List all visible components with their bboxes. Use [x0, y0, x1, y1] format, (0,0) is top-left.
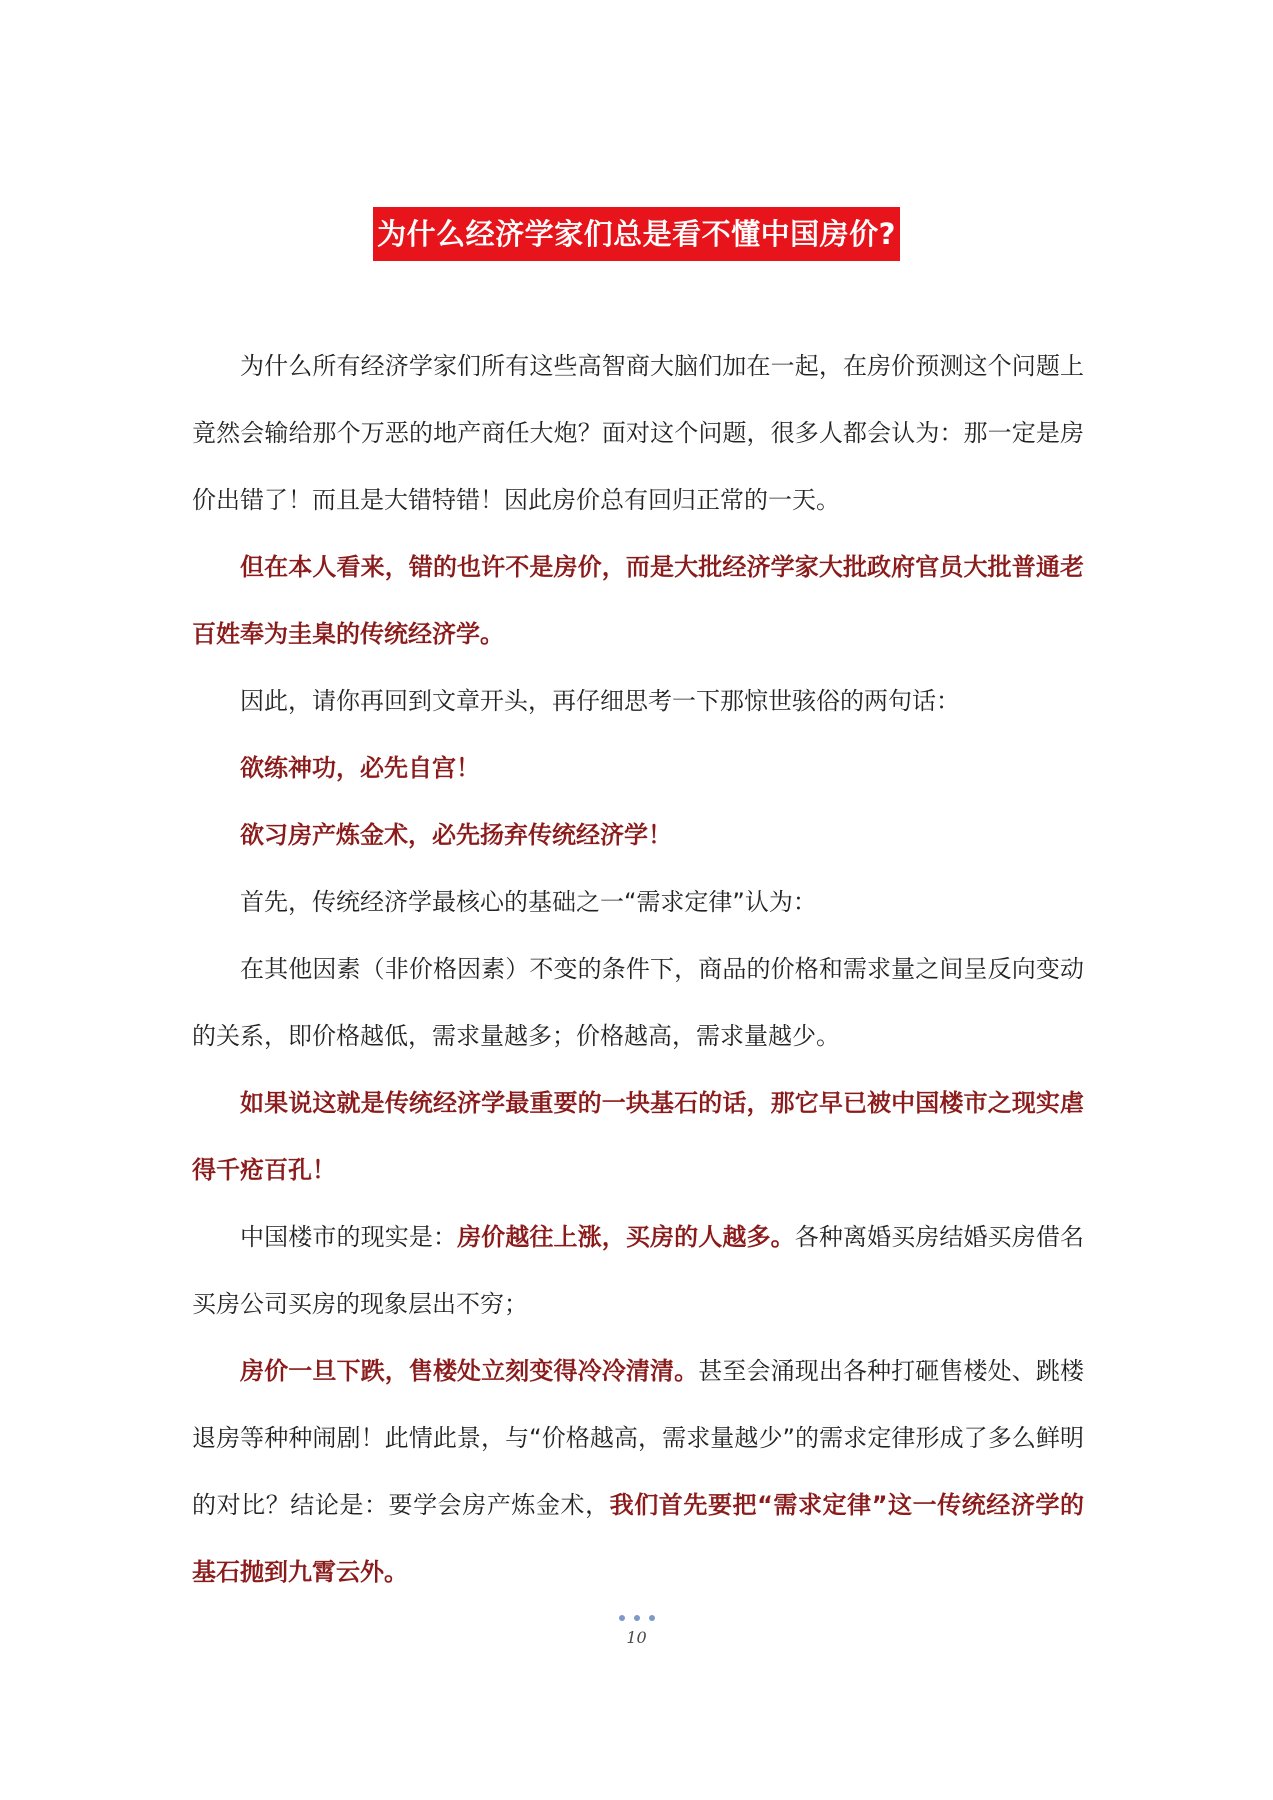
article-title: 为什么经济学家们总是看不懂中国房价? — [373, 207, 900, 261]
title-block — [0, 207, 1273, 261]
page-footer — [0, 1606, 1273, 1647]
paragraph — [192, 668, 1084, 735]
dot-icon — [649, 1615, 655, 1621]
paragraph — [192, 1338, 1084, 1606]
paragraph — [192, 802, 1084, 869]
emphasis-text: 但在本人看来，错的也许不是房价，而是大批经济学家大批政府官员大批普通老百姓奉为圭臬的传统经济学。 — [192, 553, 1084, 648]
dot-icon — [619, 1615, 625, 1621]
body-text: 首先，传统经济学最核心的基础之一“需求定律”认为： — [240, 888, 817, 916]
body-text: 在其他因素（非价格因素）不变的条件下，商品的价格和需求量之间呈反向变动的关系，即价格越低，需求量越多；价格越高，需求量越少。 — [192, 955, 1084, 1050]
paragraph — [192, 1070, 1084, 1204]
emphasis-text: 如果说这就是传统经济学最重要的一块基石的话，那它早已被中国楼市之现实虐得千疮百孔！ — [192, 1089, 1084, 1184]
body-text: 为什么所有经济学家们所有这些高智商大脑们加在一起，在房价预测这个问题上竟然会输给那个万恶的地产商任大炮？面对这个问题，很多人都会认为：那一定是房价出错了！而且是大错特错！因此房价总有回归正常的一天。 — [192, 352, 1084, 514]
body-text: 中国楼市的现实是： — [240, 1223, 458, 1251]
body-text: 因此，请你再回到文章开头，再仔细思考一下那惊世骇俗的两句话： — [240, 687, 960, 715]
article-body — [192, 333, 1084, 1606]
paragraph — [192, 534, 1084, 668]
emphasis-text: 房价越往上涨，买房的人越多。 — [457, 1223, 795, 1251]
paragraph — [192, 1204, 1084, 1338]
paragraph — [192, 936, 1084, 1070]
paragraph — [192, 735, 1084, 802]
body-text: 甚至会涌现出各种打砸售楼处、跳楼退房等种种闹剧！此情此景，与“价格越高，需求量越少”的需求定律形成了多么鲜明的对比？结论是：要学会房产炼金术， — [192, 1357, 1084, 1519]
emphasis-text: 我们首先要把“需求定律”这一传统经济学的基石抛到九霄云外。 — [192, 1491, 1085, 1586]
paragraph — [192, 869, 1084, 936]
emphasis-text: 房价一旦下跌，售楼处立刻变得冷冷清清。 — [240, 1357, 699, 1385]
dot-icon — [634, 1615, 640, 1621]
emphasis-text: 欲习房产炼金术，必先扬弃传统经济学！ — [240, 821, 672, 849]
body-text: 各种离婚买房结婚买房借名买房公司买房的现象层出不穷； — [192, 1223, 1085, 1318]
page-number: 10 — [626, 1628, 647, 1647]
dots-ornament — [619, 1615, 655, 1621]
paragraph — [192, 333, 1084, 534]
emphasis-text: 欲练神功，必先自宫！ — [240, 754, 480, 782]
